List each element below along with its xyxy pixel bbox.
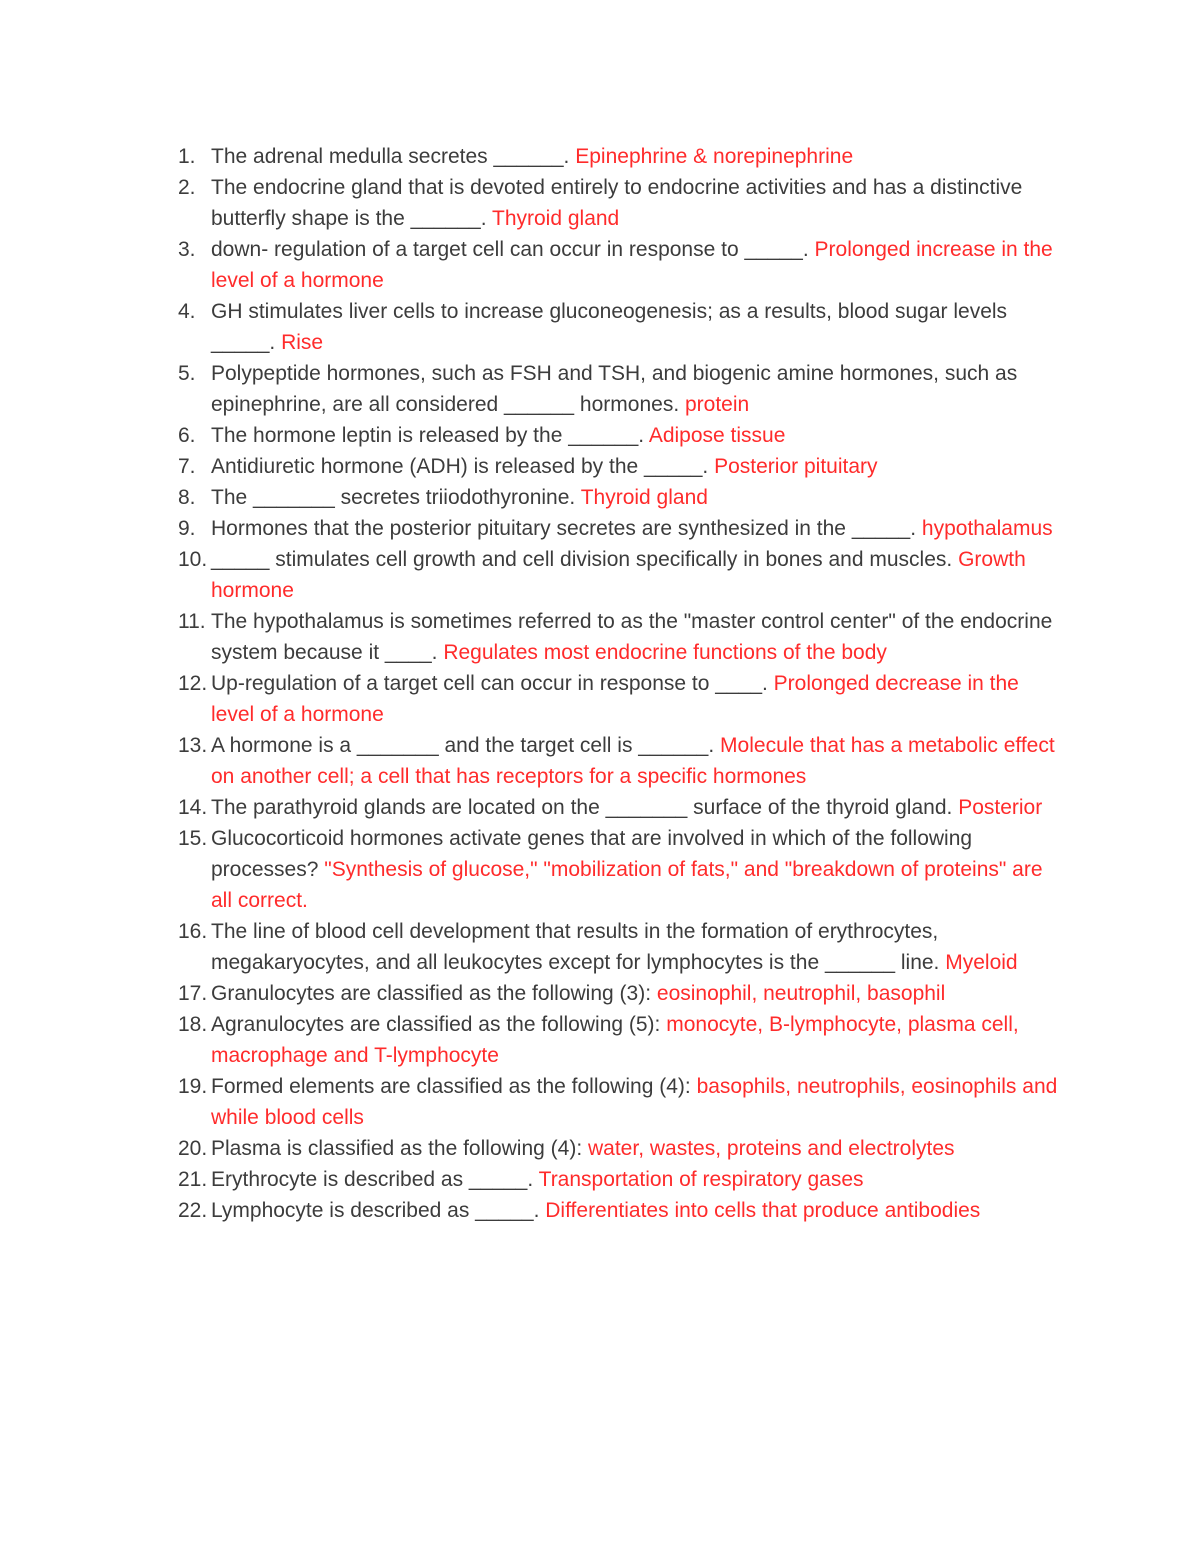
list-item [178,513,1062,544]
answer-text: hypothalamus [921,517,1053,540]
item-content [211,1164,1062,1195]
question-text: The hypothalamus is sometimes referred to as the "master control center" of the endocrine system because it ____. [211,610,1053,664]
answer-text: eosinophil, neutrophil, basophil [656,982,946,1005]
item-number: 8. [178,486,196,509]
answer-text: Epinephrine & norepinephrine [575,145,854,168]
question-text: Polypeptide hormones, such as FSH and TSH, and biogenic amine hormones, such as epinephrine, are all considered ______ hormones. [211,362,1018,416]
item-number: 11. [178,610,206,633]
item-content [211,482,1062,513]
list-item [178,606,1062,668]
answer-text: monocyte, B-lymphocyte, plasma cell, macrophage and T-lymphocyte [211,1013,1019,1067]
item-number: 10. [178,548,208,571]
answer-text: Growth hormone [211,548,1026,602]
answer-text: water, wastes, proteins and electrolytes [588,1137,955,1160]
item-content [211,513,1062,544]
item-number: 15. [178,827,208,850]
list-item [178,730,1062,792]
list-item [178,978,1062,1009]
item-content [211,1195,1062,1226]
item-content [211,792,1062,823]
answer-text: Posterior [958,796,1043,819]
item-number: 7. [178,455,196,478]
item-content [211,668,1062,730]
list-item [178,172,1062,234]
item-number: 12. [178,672,208,695]
list-item [178,1009,1062,1071]
question-text: _____ stimulates cell growth and cell division specifically in bones and muscles. [211,548,953,571]
item-content [211,1071,1062,1133]
list-item [178,1164,1062,1195]
item-content [211,823,1062,916]
item-number: 17. [178,982,208,1005]
list-item [178,358,1062,420]
answer-text: protein [685,393,750,416]
item-content [211,451,1062,482]
item-number: 19. [178,1075,208,1098]
item-content [211,606,1062,668]
item-number: 16. [178,920,208,943]
item-number: 6. [178,424,196,447]
item-number: 18. [178,1013,208,1036]
question-text: down- regulation of a target cell can occur in response to _____. [211,238,809,261]
item-content [211,1009,1062,1071]
list-item [178,451,1062,482]
answer-text: Prolonged decrease in the level of a hormone [211,672,1019,726]
item-number: 3. [178,238,196,261]
question-text: The hormone leptin is released by the ______. [211,424,645,447]
question-text: Erythrocyte is described as _____. [211,1168,534,1191]
answer-text: Adipose tissue [648,424,786,447]
question-text: Antidiuretic hormone (ADH) is released by the _____. [211,455,709,478]
answer-text: Molecule that has a metabolic effect on another cell; a cell that has receptors for a specific hormones [211,734,1055,788]
answer-text: Rise [281,331,324,354]
list-item [178,544,1062,606]
question-text: GH stimulates liver cells to increase gluconeogenesis; as a results, blood sugar levels _____. [211,300,1008,354]
item-number: 14. [178,796,208,819]
question-text: Up-regulation of a target cell can occur in response to ____. [211,672,768,695]
question-text: The _______ secretes triiodothyronine. [211,486,576,509]
answer-text: Thyroid gland [580,486,708,509]
question-text: Formed elements are classified as the following (4): [211,1075,691,1098]
item-content [211,1133,1062,1164]
list-item [178,234,1062,296]
item-number: 2. [178,176,196,199]
item-number: 5. [178,362,196,385]
list-item [178,1071,1062,1133]
answer-text: Thyroid gland [492,207,620,230]
question-text: The parathyroid glands are located on the _______ surface of the thyroid gland. [211,796,953,819]
item-content [211,730,1062,792]
list-item [178,296,1062,358]
list-item [178,141,1062,172]
question-text: A hormone is a _______ and the target cell is ______. [211,734,715,757]
list-item [178,823,1062,916]
question-text: Plasma is classified as the following (4): [211,1137,583,1160]
item-number: 20. [178,1137,208,1160]
item-content [211,420,1062,451]
question-text: The adrenal medulla secretes ______. [211,145,570,168]
question-text: Hormones that the posterior pituitary secretes are synthesized in the _____. [211,517,917,540]
item-content [211,141,1062,172]
item-number: 21. [178,1168,208,1191]
answer-text: "Synthesis of glucose," "mobilization of fats," and "breakdown of proteins" are all correct. [211,858,1043,912]
answer-text: Myeloid [945,951,1018,974]
answer-text: Transportation of respiratory gases [538,1168,864,1191]
question-text: Lymphocyte is described as _____. [211,1199,540,1222]
question-text: Granulocytes are classified as the following (3): [211,982,652,1005]
list-item [178,1133,1062,1164]
list-item [178,792,1062,823]
item-content [211,234,1062,296]
list-item [178,1195,1062,1226]
question-text: The endocrine gland that is devoted entirely to endocrine activities and has a distinctive butterfly shape is the ______. [211,176,1023,230]
item-content [211,978,1062,1009]
page [178,141,1062,1226]
list-item [178,482,1062,513]
question-text: Agranulocytes are classified as the following (5): [211,1013,661,1036]
item-content [211,296,1062,358]
item-number: 1. [178,145,196,168]
answer-text: basophils, neutrophils, eosinophils and while blood cells [211,1075,1058,1129]
item-number: 13. [178,734,208,757]
answer-text: Prolonged increase in the level of a hormone [211,238,1053,292]
question-text: The line of blood cell development that results in the formation of erythrocytes, megakaryocytes, and all leukocytes except for lymphocytes is the ______ line. [211,920,940,974]
item-number: 9. [178,517,196,540]
list-item [178,916,1062,978]
answer-text: Posterior pituitary [714,455,878,478]
question-text: Glucocorticoid hormones activate genes that are involved in which of the following processes? [211,827,973,881]
item-number: 4. [178,300,196,323]
item-number: 22. [178,1199,208,1222]
list-item [178,668,1062,730]
answer-text: Regulates most endocrine functions of the body [443,641,887,664]
list-item [178,420,1062,451]
item-content [211,916,1062,978]
item-content [211,544,1062,606]
quiz-list [178,141,1062,1226]
item-content [211,358,1062,420]
item-content [211,172,1062,234]
answer-text: Differentiates into cells that produce antibodies [545,1199,981,1222]
